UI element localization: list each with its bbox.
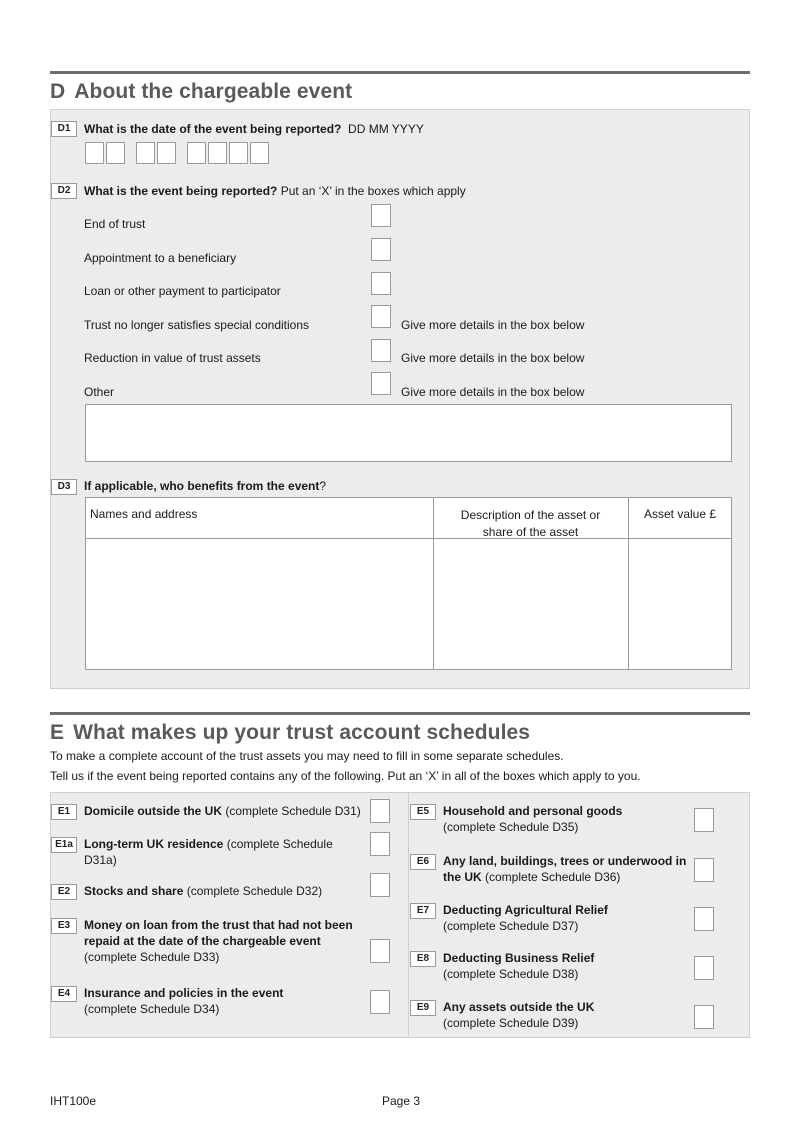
e8-label: Deducting Business Relief — [443, 951, 595, 965]
e3-text — [84, 917, 360, 965]
e1-tag: E1 — [51, 804, 77, 820]
e2-text — [84, 883, 364, 899]
e2-schedule: (complete Schedule D32) — [186, 884, 323, 898]
column-header-value: Asset value £ — [643, 507, 717, 521]
e1a-text — [84, 836, 368, 868]
d3-question — [84, 478, 326, 494]
d2-option-label: Reduction in value of trust assets — [84, 351, 261, 365]
d1-month-digit-2[interactable] — [157, 142, 176, 164]
d2-option-label: End of trust — [84, 217, 146, 231]
e2-tag: E2 — [51, 884, 77, 900]
section-e-intro-1: To make a complete account of the trust assets you may need to fill in some separate schedules. — [50, 749, 564, 763]
d1-day-digit-1[interactable] — [85, 142, 104, 164]
d1-date-format: DD MM YYYY — [348, 122, 424, 136]
e4-label: Insurance and policies in the event — [84, 986, 284, 1000]
e1a-schedule: (complete Schedule D31a) — [84, 837, 333, 867]
section-e-column-divider — [408, 793, 409, 1037]
column-header-names: Names and address — [90, 507, 198, 521]
e9-text — [443, 999, 643, 1031]
d1-year-digit-1[interactable] — [187, 142, 206, 164]
d1-day-digit-2[interactable] — [106, 142, 125, 164]
e9-tag: E9 — [410, 1000, 436, 1016]
e7-checkbox[interactable] — [694, 907, 714, 931]
e5-schedule: (complete Schedule D35) — [443, 820, 579, 834]
section-d-heading — [50, 80, 352, 104]
e3-schedule: (complete Schedule D33) — [84, 950, 220, 964]
d2-loan-checkbox[interactable] — [371, 272, 391, 295]
e4-checkbox[interactable] — [370, 990, 390, 1014]
d3-question-text: If applicable, who benefits from the event — [84, 479, 320, 493]
section-d-letter: D — [50, 80, 66, 103]
column-header-description: Description of the asset or share of the asset — [460, 508, 601, 539]
e1a-label: Long-term UK residence — [84, 837, 224, 851]
e5-label: Household and personal goods — [443, 804, 623, 818]
e5-text — [443, 803, 643, 835]
d2-option-label: Trust no longer satisfies special conditions — [84, 318, 309, 332]
asset-value-cell[interactable] — [629, 539, 731, 669]
d1-year-digit-3[interactable] — [229, 142, 248, 164]
e1-checkbox[interactable] — [370, 799, 390, 823]
e8-schedule: (complete Schedule D38) — [443, 967, 579, 981]
d2-option-label: Other — [84, 385, 115, 399]
e9-label: Any assets outside the UK — [443, 1000, 595, 1014]
e4-schedule: (complete Schedule D34) — [84, 1002, 220, 1016]
d2-instruction: Put an ‘X’ in the boxes which apply — [280, 184, 466, 198]
e3-label: Money on loan from the trust that had not been repaid at the date of the chargeable event — [84, 918, 353, 948]
section-e-heading — [50, 721, 530, 745]
e7-tag: E7 — [410, 903, 436, 919]
d2-other-checkbox[interactable] — [371, 372, 391, 395]
section-e-rule — [50, 712, 750, 715]
d2-details-textarea[interactable] — [85, 404, 732, 462]
d2-end-of-trust-checkbox[interactable] — [371, 204, 391, 227]
e1-label: Domicile outside the UK — [84, 804, 223, 818]
e6-text — [443, 853, 688, 885]
e1-schedule: (complete Schedule D31) — [225, 804, 361, 818]
d2-option-note: Give more details in the box below — [401, 351, 585, 365]
e3-tag: E3 — [51, 918, 77, 934]
d2-tag: D2 — [51, 183, 77, 199]
e8-checkbox[interactable] — [694, 956, 714, 980]
section-e-intro-2: Tell us if the event being reported contains any of the following. Put an ‘X’ in all of the boxes which apply to you. — [50, 769, 641, 783]
section-d-rule — [50, 71, 750, 74]
e4-text — [84, 985, 324, 1017]
e3-checkbox[interactable] — [370, 939, 390, 963]
e5-checkbox[interactable] — [694, 808, 714, 832]
e1a-tag: E1a — [51, 837, 77, 853]
d2-option-label: Loan or other payment to participator — [84, 284, 281, 298]
e9-schedule: (complete Schedule D39) — [443, 1016, 579, 1030]
page-number: Page 3 — [382, 1094, 421, 1108]
e4-tag: E4 — [51, 986, 77, 1002]
asset-description-cell[interactable] — [434, 539, 628, 669]
d2-option-note: Give more details in the box below — [401, 385, 585, 399]
e1-text — [84, 803, 364, 819]
e6-tag: E6 — [410, 854, 436, 870]
d3-question-mark: ? — [319, 479, 327, 493]
e7-label: Deducting Agricultural Relief — [443, 903, 608, 917]
d2-special-conditions-checkbox[interactable] — [371, 305, 391, 328]
section-e-title: What makes up your trust account schedules — [73, 721, 531, 744]
e2-label: Stocks and share — [84, 884, 184, 898]
e8-tag: E8 — [410, 951, 436, 967]
e5-tag: E5 — [410, 804, 436, 820]
e8-text — [443, 950, 643, 982]
d2-option-label: Appointment to a beneficiary — [84, 251, 237, 265]
d1-year-digit-4[interactable] — [250, 142, 269, 164]
e9-checkbox[interactable] — [694, 1005, 714, 1029]
d2-option-note: Give more details in the box below — [401, 318, 585, 332]
d2-appointment-checkbox[interactable] — [371, 238, 391, 261]
e7-text — [443, 902, 643, 934]
form-code: IHT100e — [50, 1094, 97, 1108]
section-e-letter: E — [50, 721, 65, 744]
names-address-cell[interactable] — [86, 539, 433, 669]
e6-schedule: (complete Schedule D36) — [485, 870, 621, 884]
e6-label: Any land, buildings, trees or underwood in the UK — [443, 854, 687, 884]
d2-question — [84, 183, 466, 199]
beneficiaries-table — [85, 497, 732, 670]
e2-checkbox[interactable] — [370, 873, 390, 897]
d1-year-digit-2[interactable] — [208, 142, 227, 164]
d2-question-text: What is the event being reported? — [84, 184, 278, 198]
section-d-title: About the chargeable event — [74, 80, 353, 103]
e6-checkbox[interactable] — [694, 858, 714, 882]
d1-question-text: What is the date of the event being reported? — [84, 122, 342, 136]
d1-tag: D1 — [51, 121, 77, 137]
d3-tag: D3 — [51, 479, 77, 495]
d1-month-digit-1[interactable] — [136, 142, 155, 164]
d2-reduction-checkbox[interactable] — [371, 339, 391, 362]
e1a-checkbox[interactable] — [370, 832, 390, 856]
e7-schedule: (complete Schedule D37) — [443, 919, 579, 933]
d1-question — [84, 121, 424, 137]
